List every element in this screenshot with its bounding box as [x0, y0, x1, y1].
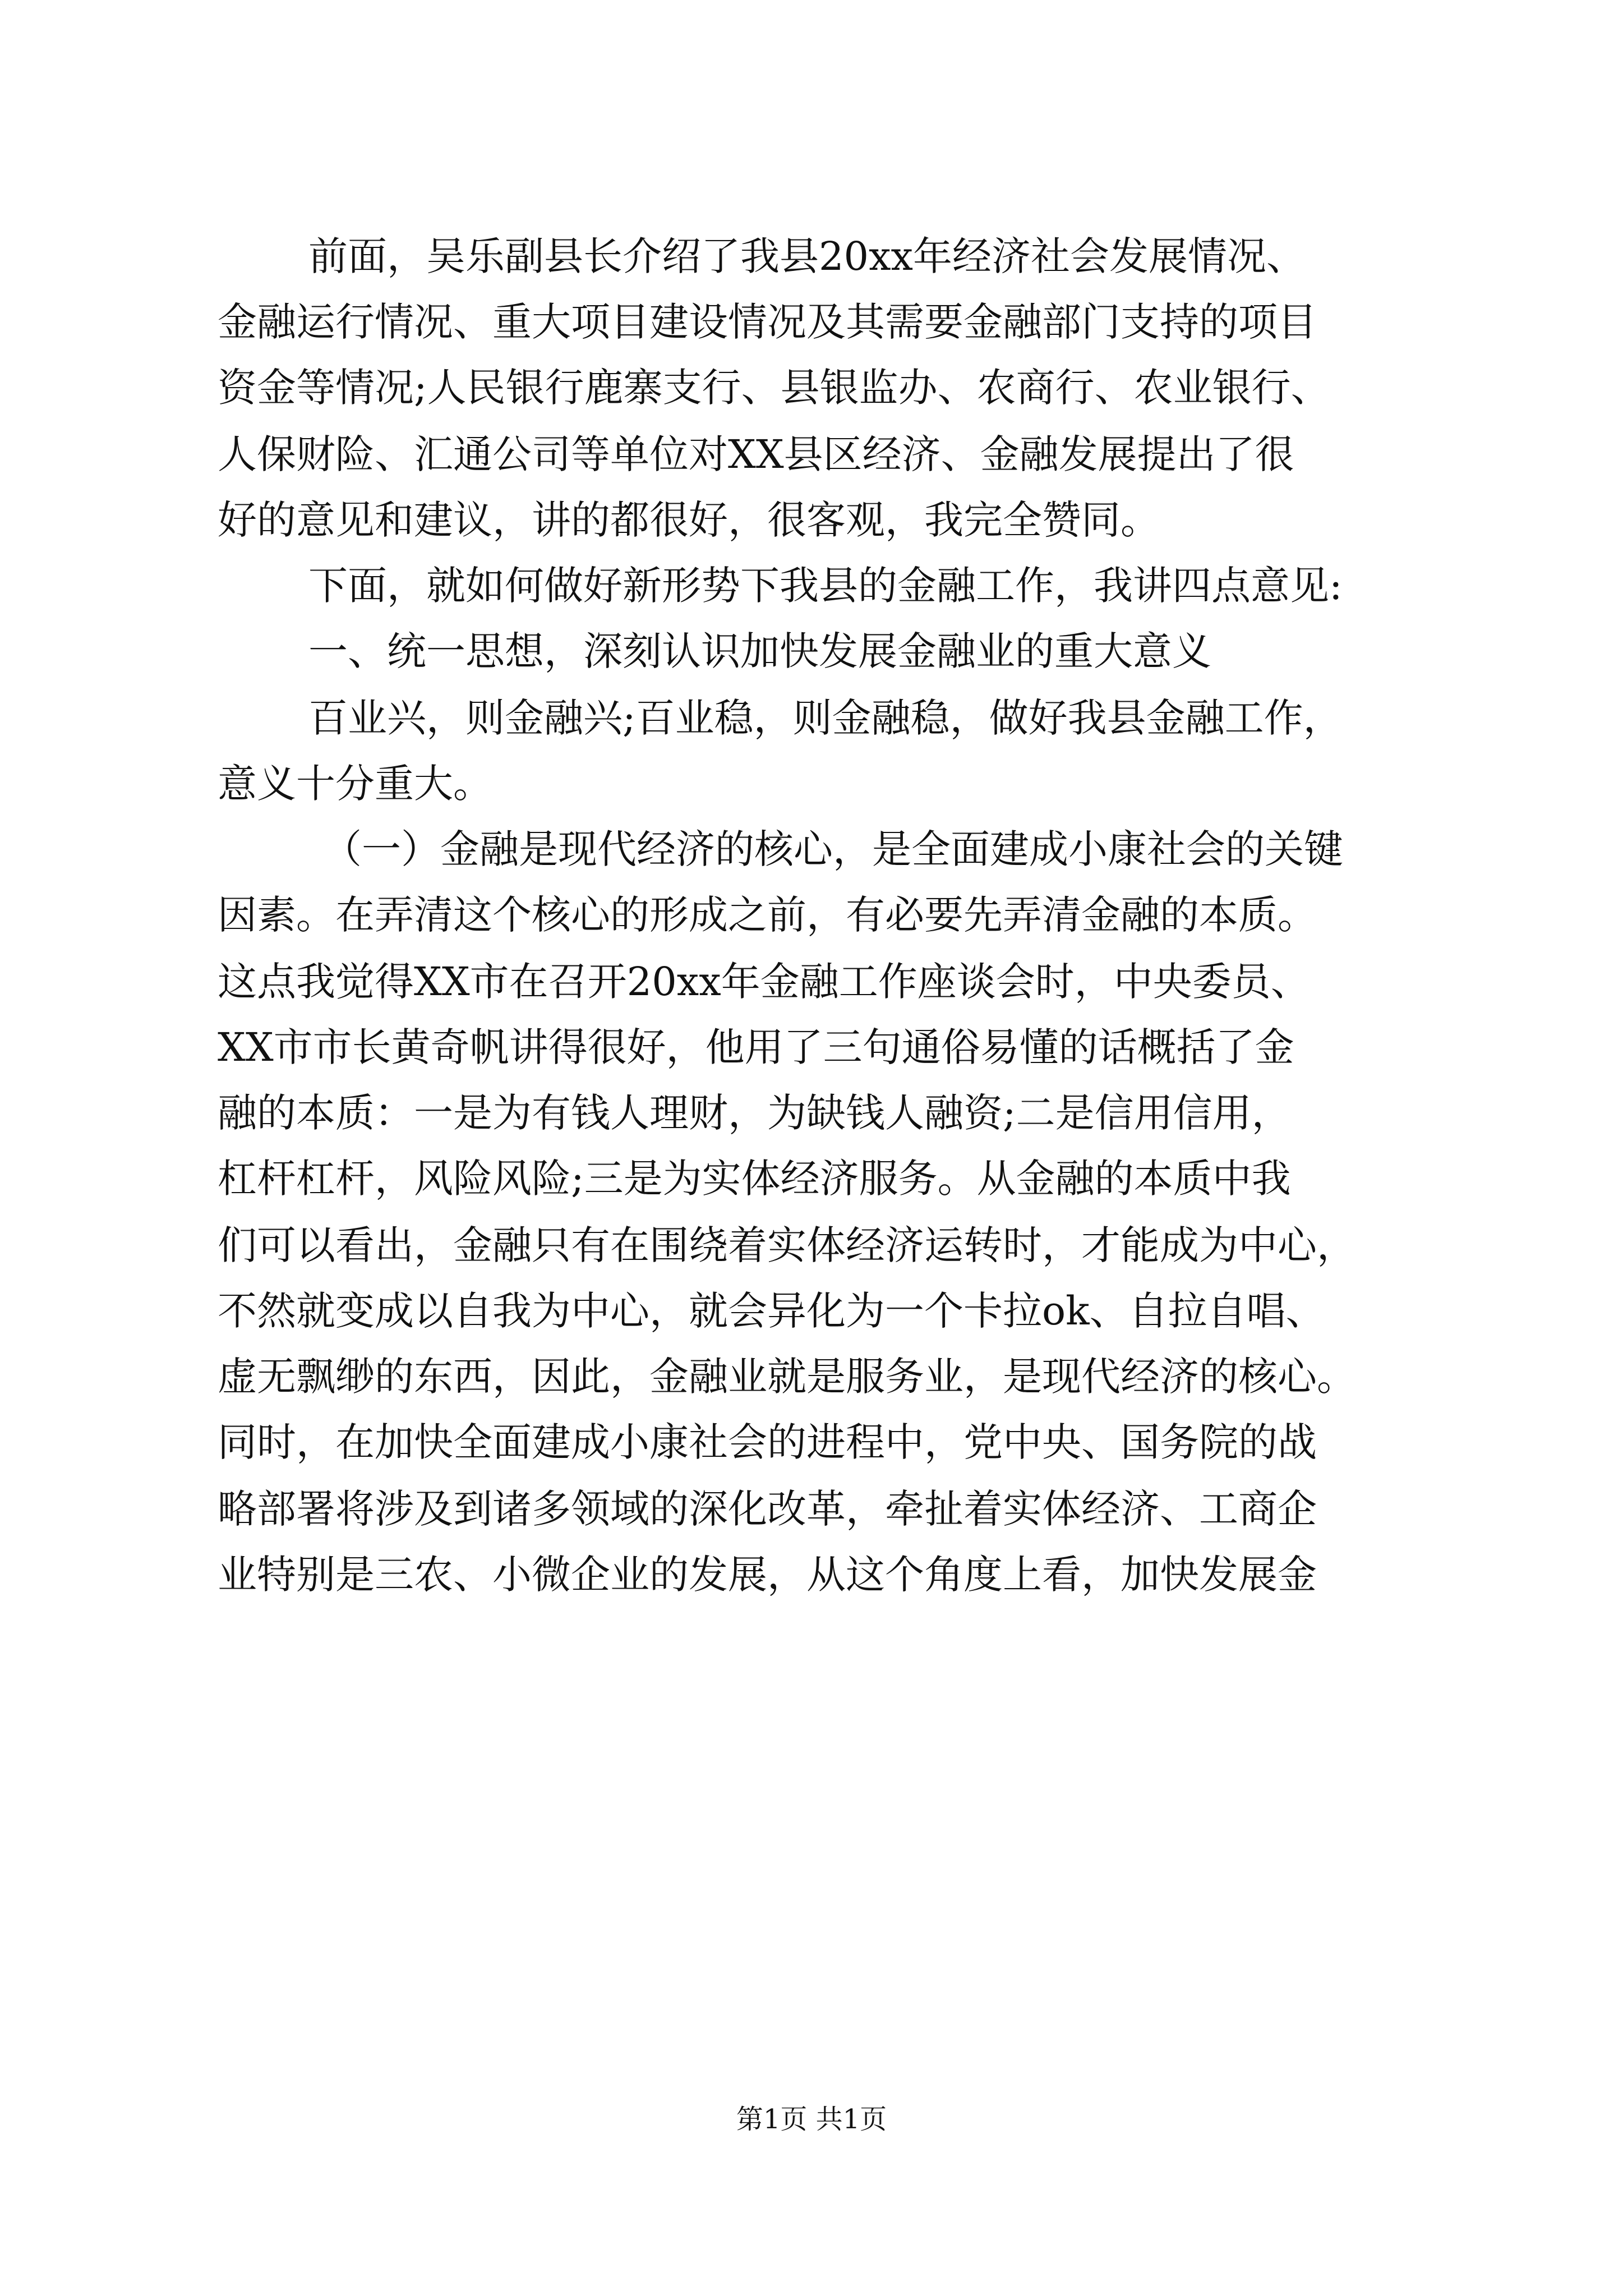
page-footer: 第1页 共1页	[736, 2104, 887, 2135]
text-line: 略部署将涉及到诸多领域的深化改革，牵扯着实体经济、工商企	[218, 1486, 1317, 1532]
text-line: 资金等情况;人民银行鹿寨支行、县银监办、农商行、农业银行、	[218, 365, 1330, 411]
text-line: 下面，就如何做好新形势下我县的金融工作，我讲四点意见:	[308, 563, 1343, 609]
text-line: （一）金融是现代经济的核心，是全面建成小康社会的关键	[322, 826, 1343, 872]
text-line: 虚无飘缈的东西，因此，金融业就是服务业，是现代经济的核心。	[218, 1354, 1356, 1400]
text-line: 这点我觉得XX市在召开20xx年金融工作座谈会时，中央委员、	[218, 959, 1310, 1005]
text-line: 融的本质：一是为有钱人理财，为缺钱人融资;二是信用信用，	[218, 1090, 1291, 1136]
text-line: 金融运行情况、重大项目建设情况及其需要金融部门支持的项目	[218, 299, 1317, 345]
text-line: 因素。在弄清这个核心的形成之前，有必要先弄清金融的本质。	[218, 892, 1317, 938]
text-line: 人保财险、汇通公司等单位对XX县区经济、金融发展提出了很	[218, 431, 1294, 477]
text-line: XX市市长黄奇帆讲得很好，他用了三句通俗易懂的话概括了金	[218, 1024, 1294, 1070]
text-line: 意义十分重大。	[218, 761, 492, 807]
text-line: 同时，在加快全面建成小康社会的进程中，党中央、国务院的战	[218, 1419, 1317, 1465]
text-line: 杠杆杠杆，风险风险;三是为实体经济服务。从金融的本质中我	[218, 1156, 1291, 1202]
text-line: 不然就变成以自我为中心，就会异化为一个卡拉ok、自拉自唱、	[218, 1288, 1325, 1334]
text-line: 们可以看出，金融只有在围绕着实体经济运转时，才能成为中心，	[218, 1222, 1356, 1268]
text-line: 好的意见和建议，讲的都很好，很客观，我完全赞同。	[218, 497, 1160, 543]
text-line: 前面，吴乐副县长介绍了我县20xx年经济社会发展情况、	[308, 233, 1306, 279]
text-line: 百业兴，则金融兴;百业稳，则金融稳，做好我县金融工作，	[308, 695, 1343, 741]
section-heading: 一、统一思想，深刻认识加快发展金融业的重大意义	[308, 628, 1211, 674]
text-line: 业特别是三农、小微企业的发展，从这个角度上看，加快发展金	[218, 1552, 1317, 1598]
